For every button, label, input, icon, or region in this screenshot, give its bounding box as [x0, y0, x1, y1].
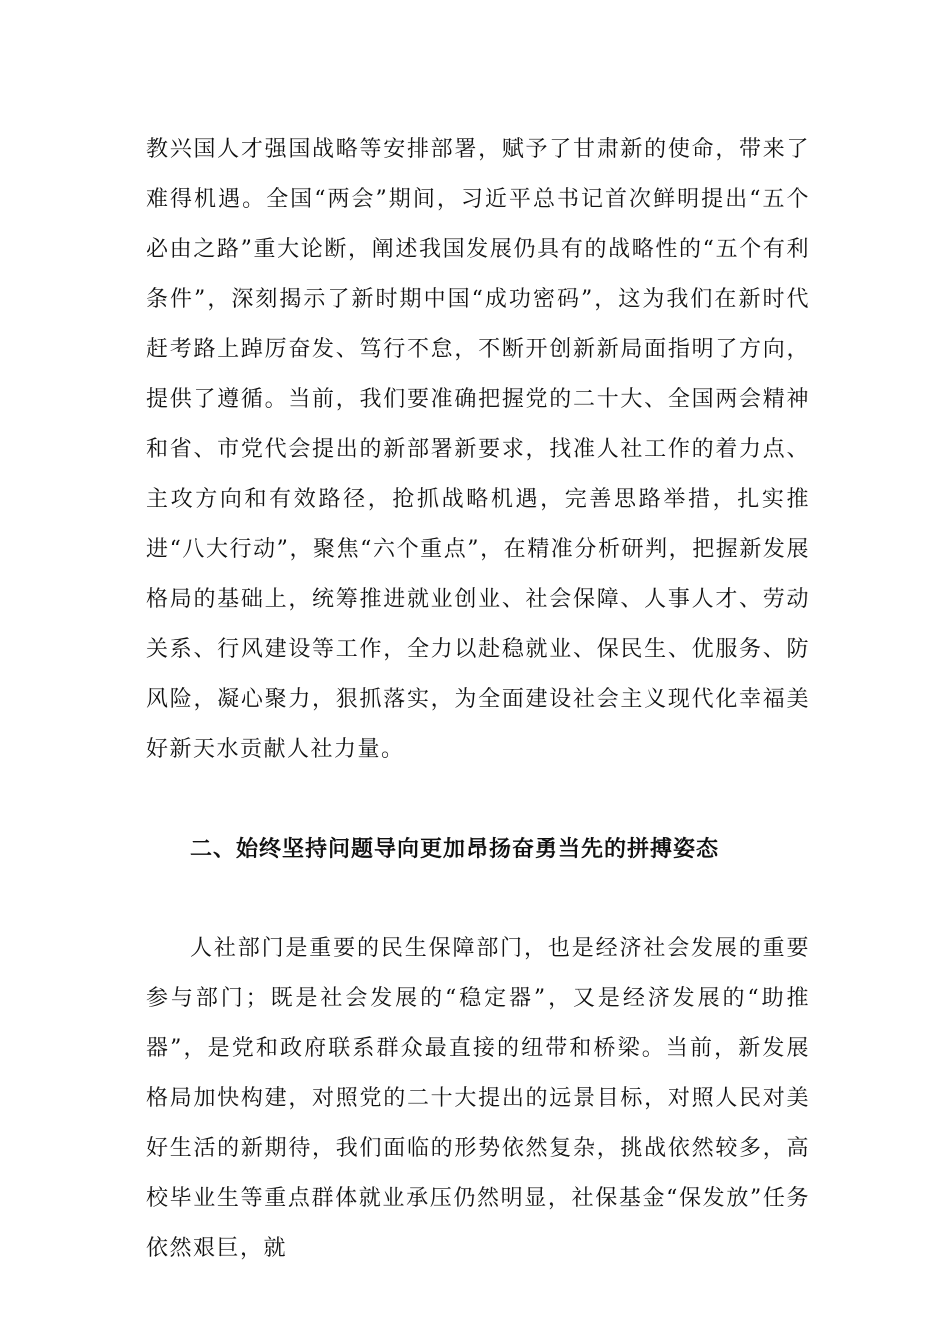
body-paragraph: 人社部门是重要的民生保障部门，也是经济社会发展的重要参与部门；既是社会发展的“稳定器”，又是经济发展的“助推器”，是党和政府联系群众最直接的纽带和桥梁。当前，新发展格局加快构建，对照党的二十大提出的远景目标，对照人民对美好生活的新期待，我们面临的形势依然复杂，挑战依然较多，高校毕业生等重点群体就业承压仍然明显，社保基金“保发放”任务依然艰巨，就 [146, 936, 810, 1261]
section-heading: 二、始终坚持问题导向更加昂扬奋勇当先的拼搏姿态 [190, 836, 720, 862]
body-paragraph: 教兴国人才强国战略等安排部署，赋予了甘肃新的使命，带来了难得机遇。全国“两会”期间，习近平总书记首次鲜明提出“五个必由之路”重大论断，阐述我国发展仍具有的战略性的“五个有利条件”，深刻揭示了新时期中国“成功密码”，这为我们在新时代赶考路上踔厉奋发、笃行不怠，不断开创新新局面指明了方向，提供了遵循。当前，我们要准确把握党的二十大、全国两会精神和省、市党代会提出的新部署新要求，找准人社工作的着力点、主攻方向和有效路径，抢抓战略机遇，完善思路举措，扎实推进“八大行动”，聚焦“六个重点”，在精准分析研判，把握新发展格局的基础上，统筹推进就业创业、社会保障、人事人才、劳动关系、行风建设等工作，全力以赴稳就业、保民生、优服务、防风险，凝心聚力，狠抓落实，为全面建设社会主义现代化幸福美好新天水贡献人社力量。 [146, 137, 810, 762]
